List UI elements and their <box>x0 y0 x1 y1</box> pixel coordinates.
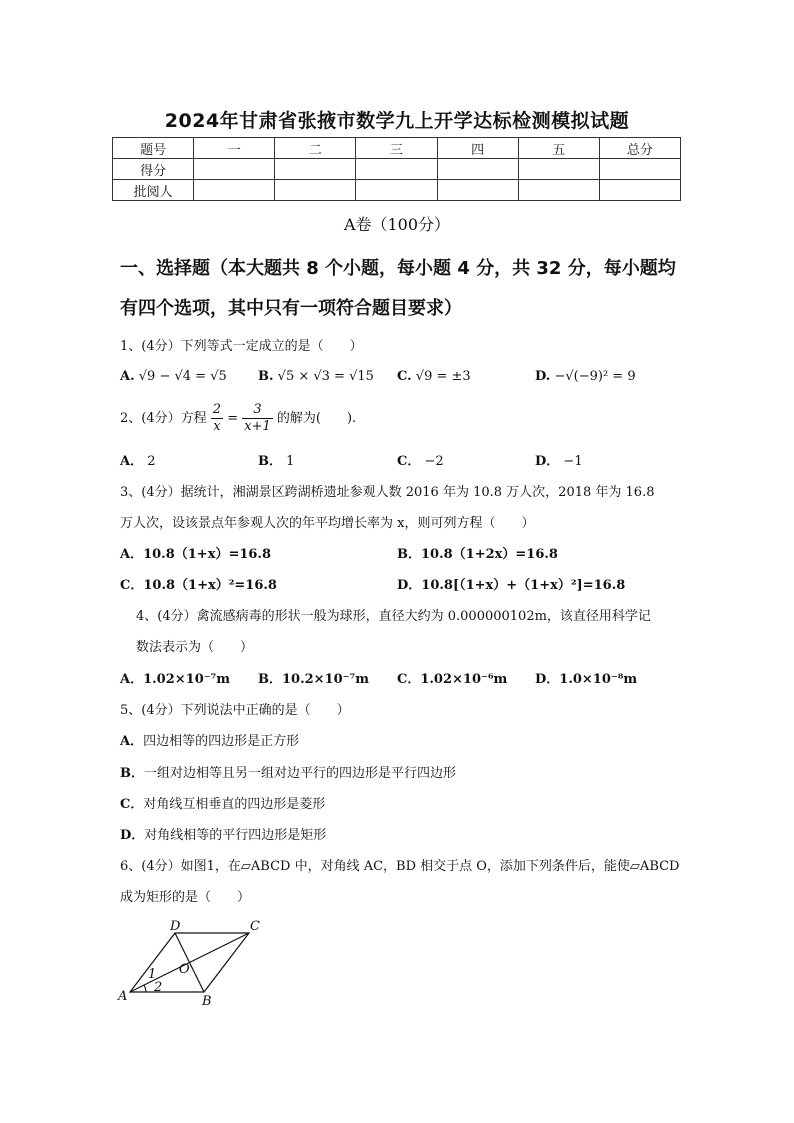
score-table-row <box>113 159 681 180</box>
option-letter: C． <box>397 454 421 469</box>
q4-option-b <box>258 668 369 687</box>
part1-title-line1: 一、选择题（本大题共 8 个小题，每小题 4 分，共 32 分，每小题均 <box>120 258 676 279</box>
option-letter: A． <box>120 547 144 562</box>
q2-fraction-right <box>242 402 273 435</box>
score-cell <box>356 159 437 180</box>
q2-option-b <box>258 450 294 469</box>
option-letter: D． <box>535 672 560 687</box>
q4-line2: 数法表示为（ ） <box>136 640 254 655</box>
option-letter: D． <box>535 454 560 469</box>
score-cell <box>437 180 518 201</box>
q3-option-c <box>120 574 277 593</box>
q2-option-d <box>535 450 583 469</box>
label-c: C <box>250 919 260 934</box>
option-expr: √9 = ±3 <box>415 369 471 384</box>
option-value: 对角线相等的平行四边形是矩形 <box>144 828 327 843</box>
q3-option-d <box>397 574 625 593</box>
option-value: 一组对边相等且另一组对边平行的四边形是平行四边形 <box>144 766 457 781</box>
score-cell <box>518 159 599 180</box>
option-letter: C． <box>397 672 421 687</box>
label-angle2: 2 <box>154 980 163 995</box>
q1-stem: 1、(4分）下列等式一定成立的是（ ） <box>120 339 363 354</box>
part1-title-line2: 有四个选项，其中只有一项符合题目要求） <box>120 298 462 319</box>
score-table-header-cell: 总分 <box>599 138 680 159</box>
option-letter: D． <box>120 828 145 843</box>
score-cell <box>194 159 275 180</box>
label-o: O <box>179 962 190 977</box>
fraction-numerator: 3 <box>242 402 273 419</box>
q5-option-d <box>120 824 326 843</box>
q5-option-a <box>120 730 299 749</box>
score-table-header-cell: 题号 <box>113 138 194 159</box>
q5-option-b <box>120 762 456 781</box>
q2-prefix: 2、(4分）方程 <box>120 411 207 426</box>
q4-option-d <box>535 668 637 687</box>
fraction-denominator: x <box>213 419 221 434</box>
option-expr: √5 × √3 = √15 <box>277 369 374 384</box>
score-table-header-cell: 二 <box>275 138 356 159</box>
option-letter: B． <box>258 454 282 469</box>
score-cell <box>275 180 356 201</box>
score-table-header-cell: 四 <box>437 138 518 159</box>
q4-option-c <box>397 668 507 687</box>
q3-option-a <box>120 543 271 562</box>
option-value: −1 <box>563 454 583 469</box>
option-letter: A． <box>120 672 144 687</box>
label-d: D <box>170 919 181 934</box>
q2-option-a <box>120 450 156 469</box>
label-a: A <box>118 989 128 1004</box>
option-letter: B. <box>258 369 274 384</box>
q1-option-c <box>397 369 471 384</box>
q5-option-c <box>120 793 325 812</box>
label-b: B <box>202 994 212 1007</box>
score-table-row <box>113 180 681 201</box>
option-letter: C． <box>120 797 144 812</box>
option-value: 10.8[（1+x）+（1+x）²]=16.8 <box>421 578 626 593</box>
score-table <box>112 137 681 201</box>
option-letter: A. <box>120 369 135 384</box>
score-cell <box>275 159 356 180</box>
q3-line2: 万人次，设该景点年参观人次的年平均增长率为 x，则可列方程（ ） <box>120 516 535 531</box>
q2-suffix: 的解为( ). <box>276 411 357 426</box>
option-value: 1 <box>286 454 295 469</box>
option-value: −2 <box>424 454 444 469</box>
score-row-label: 得分 <box>113 159 194 180</box>
option-value: 10.8（1+x）=16.8 <box>143 547 271 562</box>
q5-stem: 5、(4分）下列说法中正确的是（ ） <box>120 703 350 718</box>
option-letter: C. <box>397 369 412 384</box>
q2-fraction-left <box>211 402 223 435</box>
score-table-header-row <box>113 138 681 159</box>
q2-stem <box>120 402 356 435</box>
option-value: 四边相等的四边形是正方形 <box>143 734 300 749</box>
q1-option-a <box>120 369 227 384</box>
q6-line1: 6、(4分）如图1，在▱ABCD 中，对角线 AC，BD 相交于点 O，添加下列条件后，能使▱ABCD <box>120 859 680 874</box>
q3-line1: 3、(4分）据统计，湘湖景区跨湖桥遗址参观人数 2016 年为 10.8 万人次，2018 年为 16.8 <box>120 485 655 500</box>
section-a-heading: A卷（100分） <box>343 215 451 234</box>
option-letter: B． <box>258 672 282 687</box>
option-letter: A． <box>120 454 144 469</box>
page-title: 2024年甘肃省张掖市数学九上开学达标检测模拟试题 <box>164 110 630 132</box>
option-letter: D. <box>535 369 551 384</box>
score-table-header-cell: 五 <box>518 138 599 159</box>
fraction-numerator: 2 <box>212 402 222 417</box>
score-cell <box>599 180 680 201</box>
label-angle1: 1 <box>148 967 157 982</box>
option-letter: B． <box>397 547 421 562</box>
q2-option-c <box>397 450 444 469</box>
angle-arc <box>144 985 146 992</box>
option-expr: −√(−9)² = 9 <box>554 369 636 384</box>
option-value: 1.02×10⁻⁷m <box>143 672 231 687</box>
q1-option-d <box>535 369 636 384</box>
q4-option-a <box>120 668 230 687</box>
option-letter: A． <box>120 734 144 749</box>
score-row-label: 批阅人 <box>113 180 194 201</box>
parallelogram-figure <box>112 912 282 1007</box>
score-cell <box>599 159 680 180</box>
q1-option-b <box>258 369 374 384</box>
option-value: 2 <box>147 454 156 469</box>
option-value: 1.02×10⁻⁶m <box>420 672 508 687</box>
score-cell <box>194 180 275 201</box>
option-expr: √9 − √4 = √5 <box>138 369 227 384</box>
option-value: 10.2×10⁻⁷m <box>282 672 369 687</box>
q2-equals: = <box>227 411 239 426</box>
option-value: 1.0×10⁻⁸m <box>559 672 638 687</box>
score-cell <box>518 180 599 201</box>
fraction-denominator: x+1 <box>244 419 271 434</box>
score-table-header-cell: 一 <box>194 138 275 159</box>
q6-line2: 成为矩形的是（ ） <box>120 890 251 905</box>
score-cell <box>356 180 437 201</box>
option-value: 10.8（1+x）²=16.8 <box>143 578 277 593</box>
option-letter: B． <box>120 766 144 781</box>
option-letter: C． <box>120 578 144 593</box>
option-value: 10.8（1+2x）=16.8 <box>421 547 558 562</box>
q3-option-b <box>397 543 558 562</box>
score-cell <box>437 159 518 180</box>
option-value: 对角线互相垂直的四边形是菱形 <box>143 797 326 812</box>
q4-line1: 4、(4分）禽流感病毒的形状一般为球形，直径大约为 0.000000102m，该直径用科学记 <box>136 609 651 624</box>
option-letter: D． <box>397 578 422 593</box>
score-table-header-cell: 三 <box>356 138 437 159</box>
